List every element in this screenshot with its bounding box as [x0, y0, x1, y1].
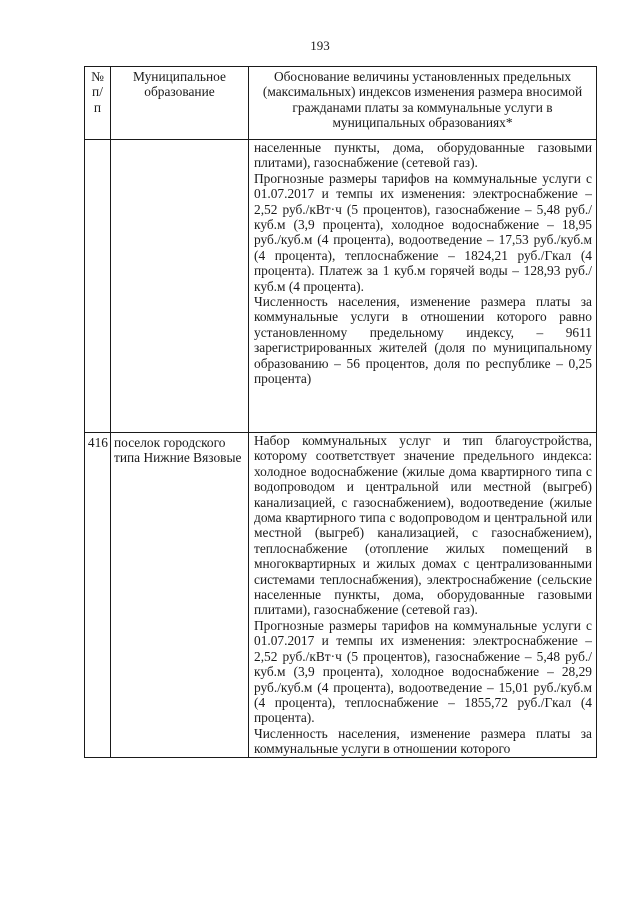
page-number: 193: [310, 38, 330, 53]
table-row-416: [85, 433, 597, 758]
paragraph: Прогнозные размеры тарифов на коммунальные услуги с 01.07.2017 и темпы их изменения: электроснабжение – 2,52 руб./кВт·ч (5 процентов), газоснабжение – 5,48 руб./куб.м (3,9 процента), холодное водоснабжение – 28,29 руб./куб.м (4 процента), водоотведение – 15,01 руб./куб.м (4 процента), теплоснабжение – 1855,72 руб./Гкал (4 процента).: [254, 617, 592, 726]
paragraph: Численность населения, изменение размера платы за коммунальные услуги в отношении которого: [254, 725, 592, 757]
header-num: № п/п: [85, 67, 111, 140]
paragraph: Набор коммунальных услуг и тип благоустройства, которому соответствует значение предельного индекса: холодное водоснабжение (жилые дома квартирного типа с водопроводом и центральной или местной (выгреб) канализацией, с газоснабжением), водоотведение (жилые дома квартирного типа с водопроводом и центральной или местной (выгреб) канализацией, с газоснабжением), теплоснабжение (отопление жилых помещений в многоквартирных и жилых домах с централизованными системами теплоснабжения), электроснабжение (сельские населенные пункты, дома, оборудованные газовыми плитами), газоснабжение (сетевой газ).: [254, 433, 592, 618]
paragraph: Численность населения, изменение размера платы за коммунальные услуги в отношении которого равно установленному предельному индексу, – 9611 зарегистрированных жителей (доля по муниципальному образованию – 56 процентов, доля по республике – 0,25 процента): [254, 294, 592, 387]
row-municipality: поселок городского типа Нижние Вязовые: [111, 433, 249, 758]
continued-justification-cell: [249, 140, 597, 433]
continued-num-cell: [85, 140, 111, 433]
header-justification: Обоснование величины установленных предельных (максимальных) индексов изменения размера вносимой гражданами платы за коммунальные услуги в муниципальных образованиях*: [249, 67, 597, 140]
continued-municipality-cell: [111, 140, 249, 433]
header-municipality: Муниципальное образование: [111, 67, 249, 140]
table-row-continued: [85, 140, 597, 433]
paragraph: Прогнозные размеры тарифов на коммунальные услуги с 01.07.2017 и темпы их изменения: электроснабжение – 2,52 руб./кВт·ч (5 процентов), газоснабжение – 5,48 руб./куб.м (3,9 процента), холодное водоснабжение – 18,95 руб./куб.м (4 процента), водоотведение – 17,53 руб./куб.м (4 процента), теплоснабжение – 1824,21 руб./Гкал (4 процента). Платеж за 1 куб.м горячей воды – 128,93 руб./куб.м (4 процента).: [254, 170, 592, 294]
paragraph: населенные пункты, дома, оборудованные газовыми плитами), газоснабжение (сетевой газ).: [254, 140, 592, 171]
table-header-row: [85, 67, 597, 140]
tariff-index-table: [84, 66, 597, 758]
row-num: 416: [85, 433, 111, 758]
row-justification: [249, 433, 597, 758]
